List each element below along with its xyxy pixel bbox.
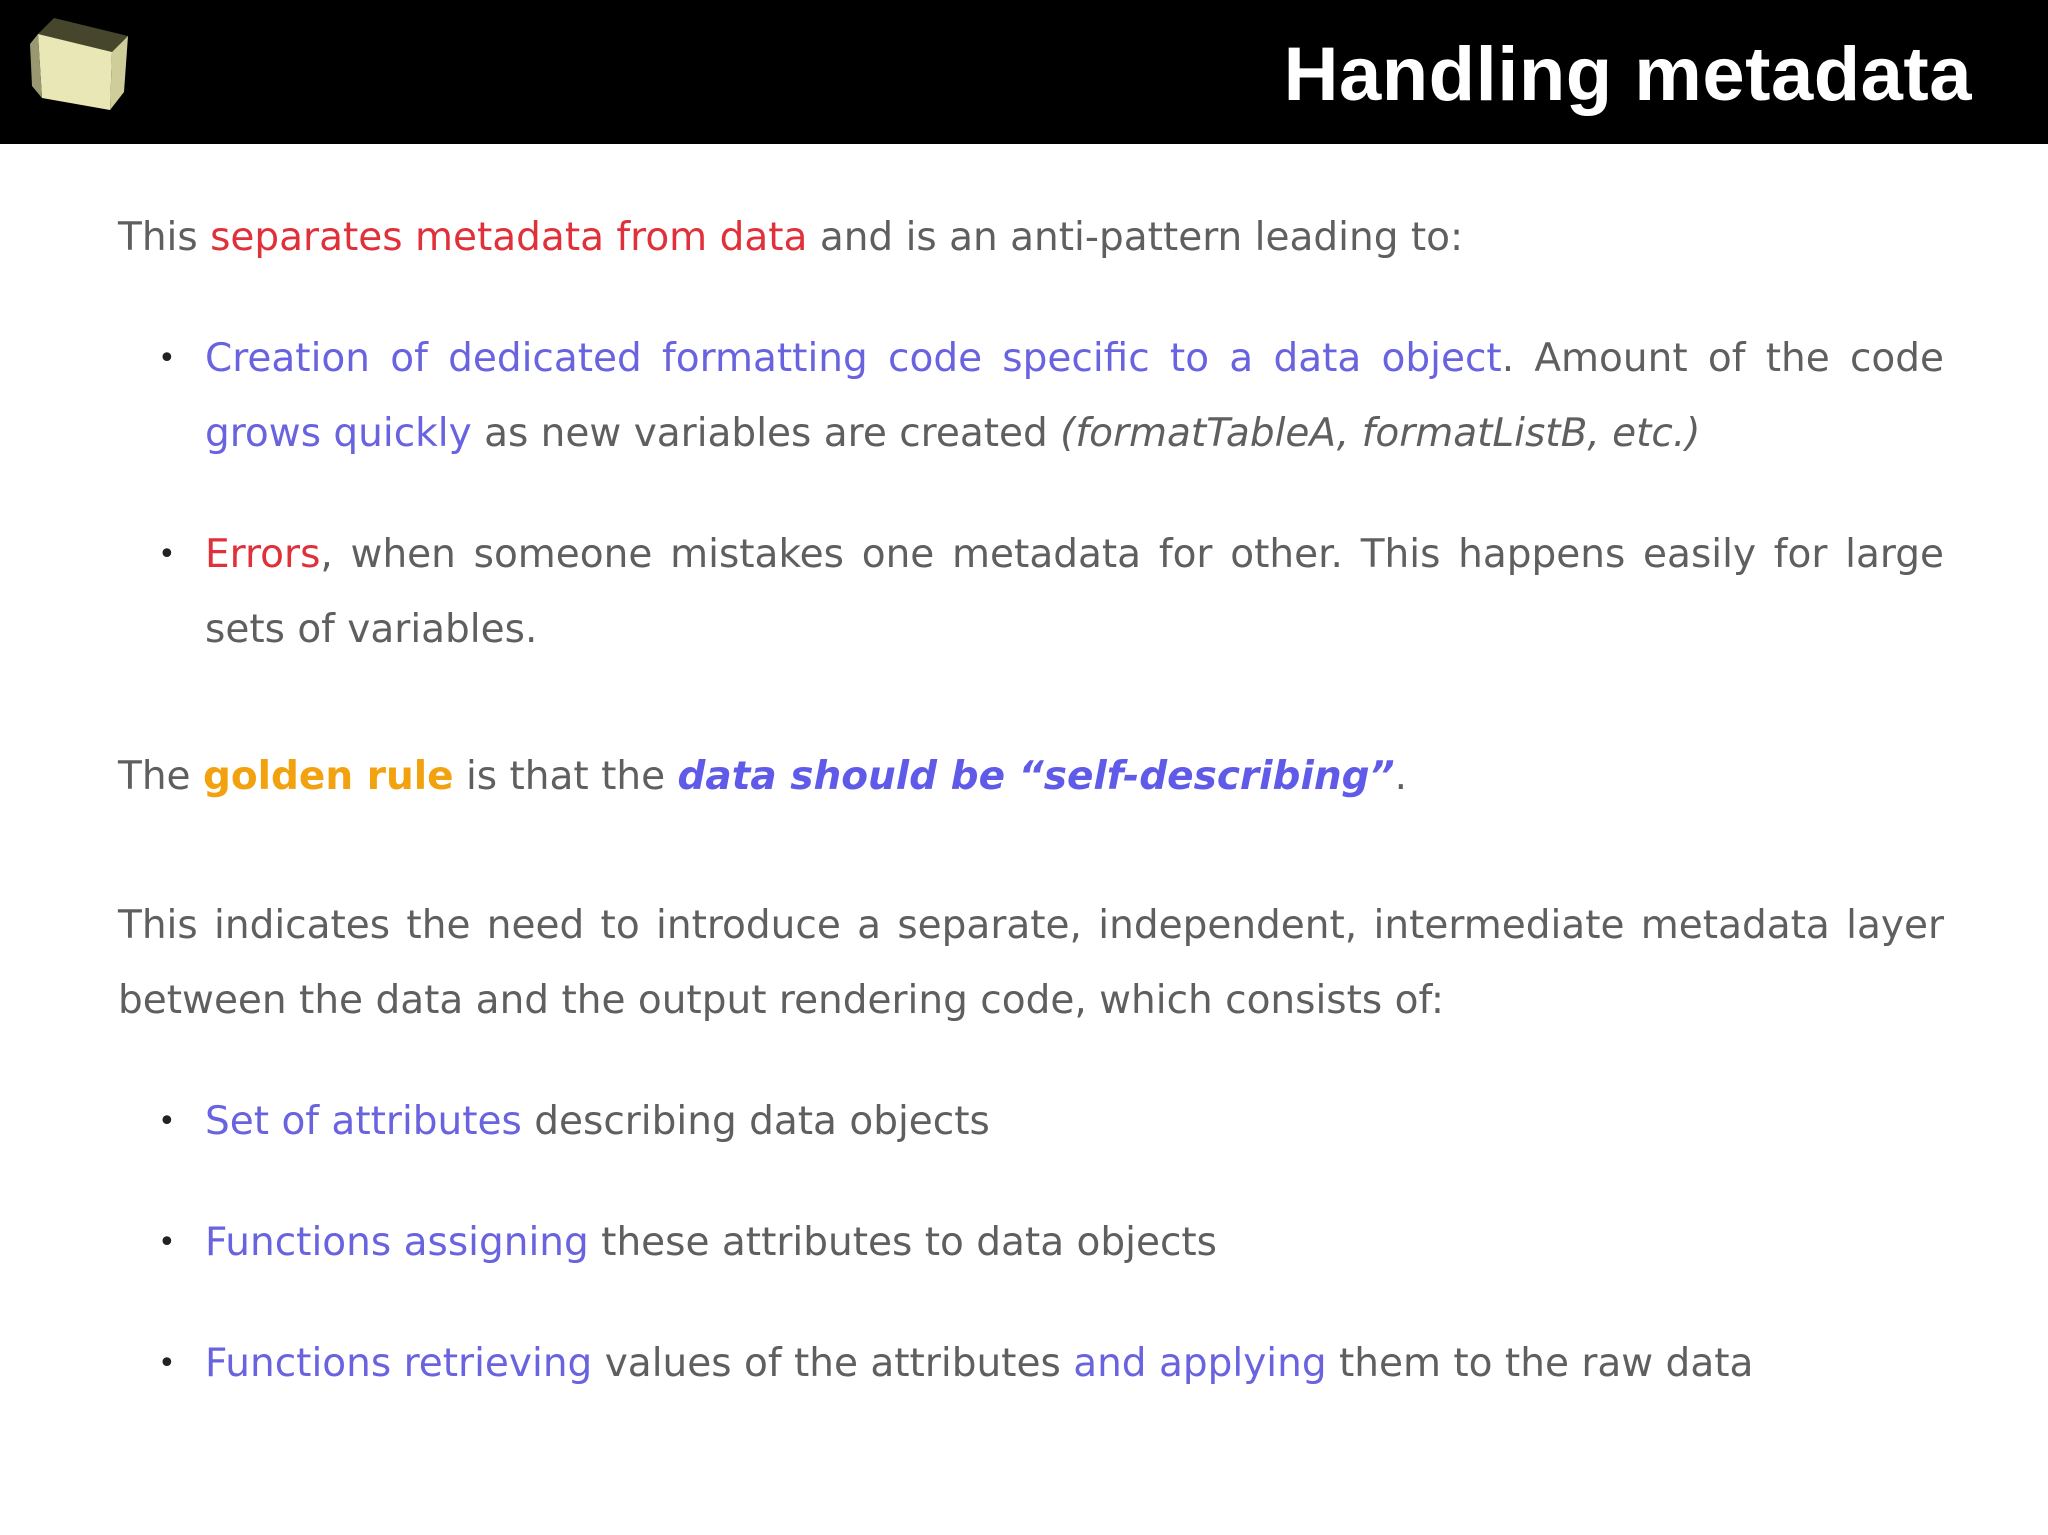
list-item [158,321,1944,471]
item-highlight: and applying [1073,1341,1327,1386]
item-text: describing data objects [521,1099,990,1144]
header-bar [0,0,2048,144]
intro-paragraph [118,200,1944,275]
list-item [158,1326,1944,1401]
list-item [158,517,1944,667]
slide-title: Handling metadata [1283,32,1972,117]
item-text: as new variables are created [471,411,1061,456]
item-highlight: Functions retrieving [205,1341,593,1386]
bullet-icon: • [158,1104,176,1139]
item-text: values of the attributes [592,1341,1074,1386]
rule-text-1: The [118,754,203,799]
rule-text-3: . [1394,754,1408,799]
list-item [158,1084,1944,1159]
item-text: . Amount of the code [1501,336,1944,381]
item-highlight: Set of attributes [205,1099,522,1144]
intro-highlight: separates metadata from data [210,215,808,260]
item-highlight: Creation of dedicated formatting code specific to a data object [205,336,1502,381]
bullet-icon: • [158,341,176,376]
golden-rule-paragraph [118,739,1944,814]
antipattern-list [118,321,1944,667]
item-text: them to the raw data [1326,1341,1754,1386]
slide-content [118,200,1944,1401]
metadata-layer-paragraph: This indicates the need to introduce a separate, independent, intermediate metadata layer between the data and the output rendering code, which consists of: [118,903,1944,1023]
item-highlight: Errors [205,532,321,577]
item-highlight: grows quickly [205,411,472,456]
item-text: , when someone mistakes one metadata for other. This happens easily for large sets of variables. [205,532,1944,652]
item-highlight: Functions assigning [205,1220,589,1265]
intro-text-1: This [118,215,211,260]
self-describing-highlight: data should be “self-describing” [677,754,1395,799]
cube-logo-icon [30,16,130,112]
item-italic-example: (formatTableA, formatListB, etc.) [1060,411,1701,456]
item-text: these attributes to data objects [588,1220,1217,1265]
rule-text-2: is that the [453,754,678,799]
intro-text-2: and is an anti-pattern leading to: [807,215,1464,260]
list-item [158,1205,1944,1280]
bullet-icon: • [158,1346,176,1381]
metadata-layer-list [118,1084,1944,1401]
bullet-icon: • [158,1225,176,1260]
bullet-icon: • [158,537,176,572]
golden-rule-highlight: golden rule [202,754,454,799]
